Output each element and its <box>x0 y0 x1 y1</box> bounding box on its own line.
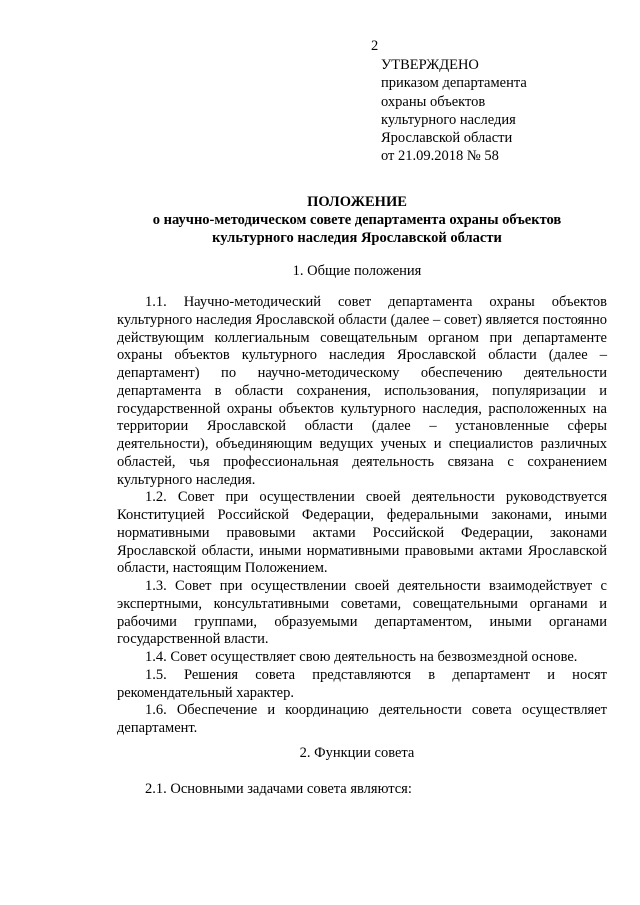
title-line: о научно-методическом совете департамента охраны объектов <box>152 212 562 228</box>
document-title <box>60 193 640 247</box>
paragraph-1-4: 1.4. Совет осуществляет свою деятельность на безвозмездной основе. <box>145 649 578 665</box>
paragraph-1-3: 1.3. Совет при осуществлении своей деятельности взаимодействует с экспертными, консультативными советами, совещательными органами и рабочими группами, образуемыми департаментом, иными органами государственной власти. <box>117 578 607 648</box>
section-2-intro: 2.1. Основными задачами совета являются: <box>145 781 412 797</box>
section-1-heading: 1. Общие положения <box>292 263 422 279</box>
paragraph-1-2: 1.2. Совет при осуществлении своей деятельности руководствуется Конституцией Российской Федерации, федеральными законами, иными нормативными правовыми актами Российской Федерации, законами Ярославской области, иными нормативными правовыми актами Ярославской области, настоящим Положением. <box>117 489 607 577</box>
page-number: 2 <box>371 38 379 54</box>
approval-line: от 21.09.2018 № 58 <box>381 148 499 165</box>
section-1-body <box>117 294 607 738</box>
approval-stamp <box>381 56 527 166</box>
approval-line: охраны объектов <box>381 93 486 110</box>
section-2-heading: 2. Функции совета <box>299 745 415 761</box>
paragraph-1-6: 1.6. Обеспечение и координацию деятельности совета осуществляет департамент. <box>117 702 607 736</box>
title-line: ПОЛОЖЕНИЕ <box>307 194 407 210</box>
approval-line: Ярославской области <box>381 130 513 147</box>
paragraph-1-5: 1.5. Решения совета представляются в департамент и носят рекомендательный характер. <box>117 666 607 701</box>
paragraph-1-1: 1.1. Научно-методический совет департамента охраны объектов культурного наследия Ярославской области (далее – совет) является постоянно действующим коллегиальным совещательным органом при департаменте охраны объектов культурного наследия Ярославской области (далее – департамент) по научно-методическому обеспечению деятельности департамента в области сохранения, использования, популяризации и государственной охраны объектов культурного наследия, расположенных на территории Ярославской области (далее – установленные сферы деятельности), объединяющим ведущих ученых и специалистов различных областей, чья профессиональная деятельность связана с сохранением культурного наследия. <box>117 294 607 488</box>
title-line: культурного наследия Ярославской области <box>212 230 502 246</box>
approval-line: приказом департамента <box>381 75 527 92</box>
approval-line: культурного наследия <box>381 111 516 128</box>
approval-line: УТВЕРЖДЕНО <box>381 57 479 73</box>
